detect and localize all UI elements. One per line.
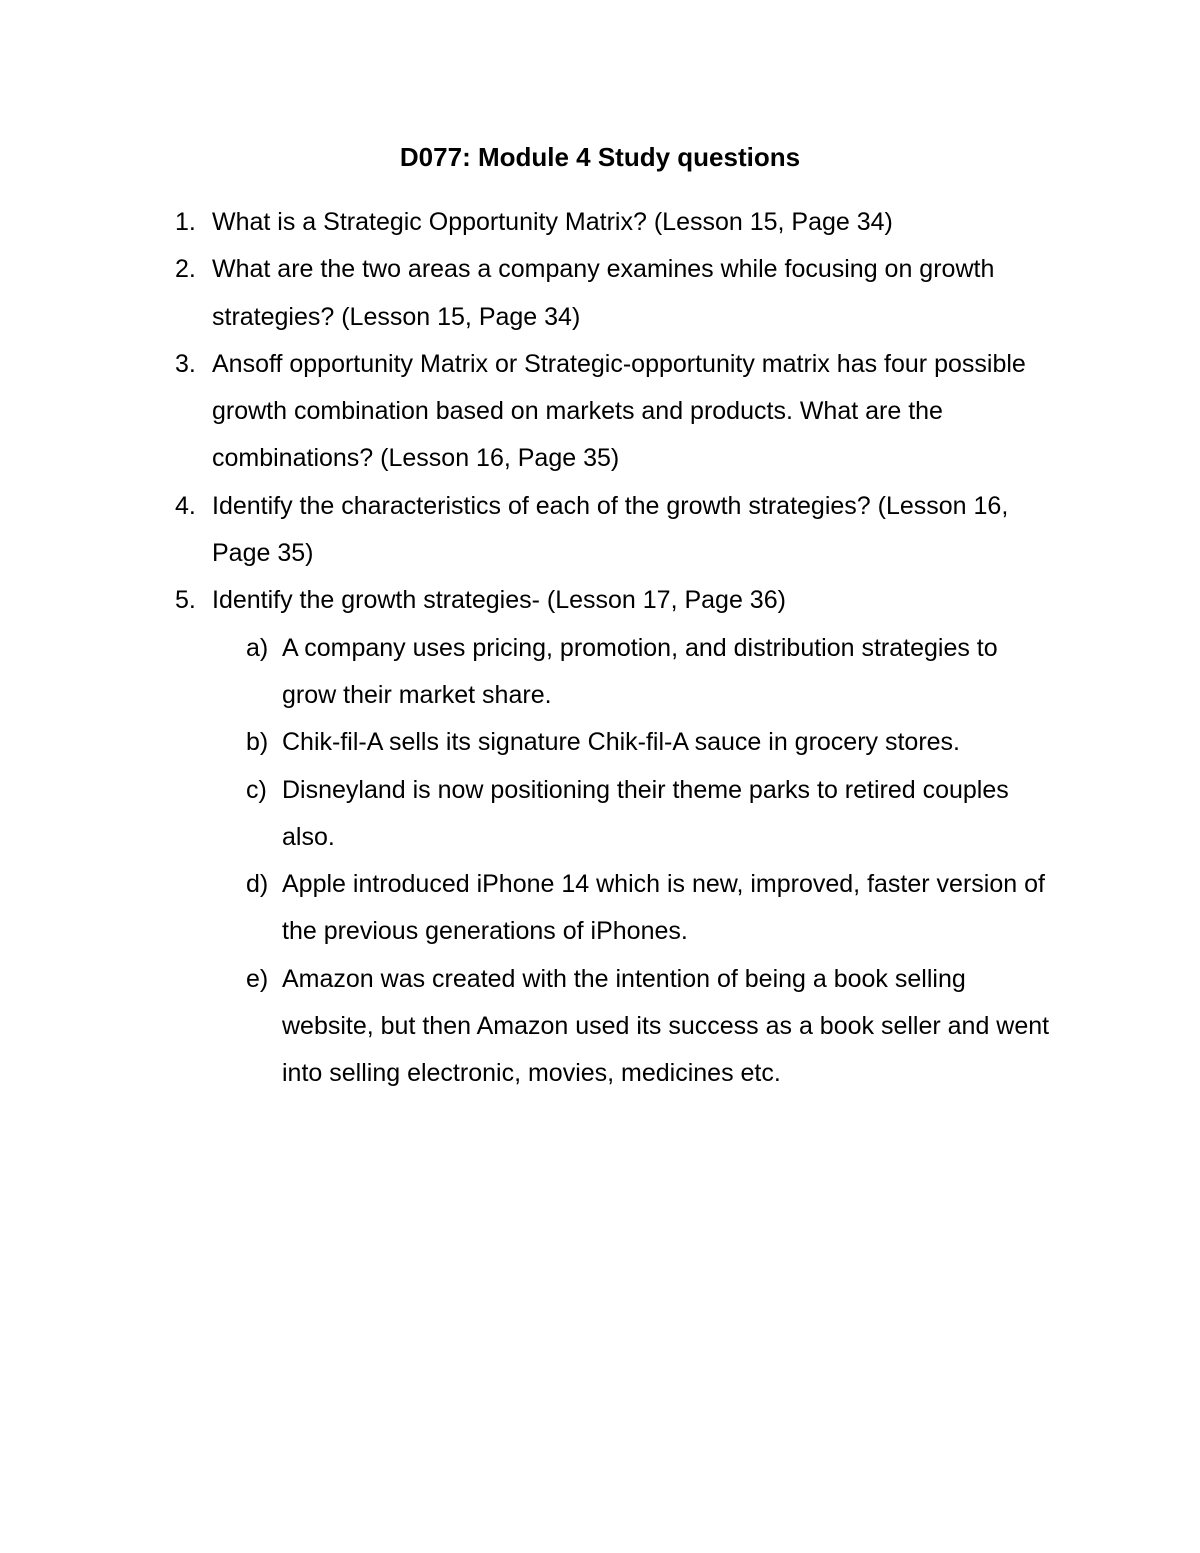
sub-question-text: Disneyland is now positioning their theme parks to retired couples also. — [282, 775, 1009, 851]
sub-question-text: A company uses pricing, promotion, and distribution strategies to grow their market share. — [282, 633, 998, 709]
sub-question-item — [0, 625, 1057, 720]
question-number: 3. — [175, 349, 196, 378]
sub-question-text: Apple introduced iPhone 14 which is new, improved, faster version of the previous generations of iPhones. — [282, 870, 1045, 946]
sub-question-text: Chik-fil-A sells its signature Chik-fil-A sauce in grocery stores. — [282, 728, 961, 757]
question-number: 2. — [175, 255, 196, 284]
question-item — [0, 483, 1057, 578]
question-text: Identify the growth strategies- (Lesson 17, Page 36) — [212, 586, 786, 615]
question-text: What is a Strategic Opportunity Matrix? (Lesson 15, Page 34) — [212, 208, 893, 236]
question-item — [0, 246, 1057, 341]
sub-question-item — [0, 861, 1057, 956]
question-item — [0, 199, 1057, 246]
question-item — [0, 577, 1057, 1097]
sub-question-letter: a) — [246, 633, 269, 662]
sub-question-item — [0, 719, 1057, 766]
question-number: 1. — [175, 208, 196, 236]
question-number: 4. — [175, 491, 196, 520]
question-text: What are the two areas a company examines while focusing on growth strategies? (Lesson 15, Page 34) — [212, 255, 995, 331]
sub-question-text: Amazon was created with the intention of being a book selling website, but then Amazon used its success as a book seller and went into selling electronic, movies, medicines etc. — [282, 964, 1050, 1088]
question-list — [0, 199, 1200, 1098]
sub-question-item — [0, 956, 1057, 1098]
question-text: Ansoff opportunity Matrix or Strategic-opportunity matrix has four possible growth combination based on markets and products. What are the combinations? (Lesson 16, Page 35) — [212, 349, 1026, 473]
sub-question-letter: c) — [246, 775, 267, 804]
question-item — [0, 341, 1057, 483]
question-number: 5. — [175, 586, 196, 615]
sub-question-item — [0, 767, 1057, 862]
sub-question-letter: d) — [246, 870, 269, 899]
sub-question-list — [0, 625, 1057, 1098]
question-text: Identify the characteristics of each of the growth strategies? (Lesson 16, Page 35) — [212, 491, 1009, 568]
page-title: D077: Module 4 Study questions — [399, 142, 801, 172]
sub-question-letter: e) — [246, 964, 269, 993]
sub-question-letter: b) — [246, 728, 269, 757]
